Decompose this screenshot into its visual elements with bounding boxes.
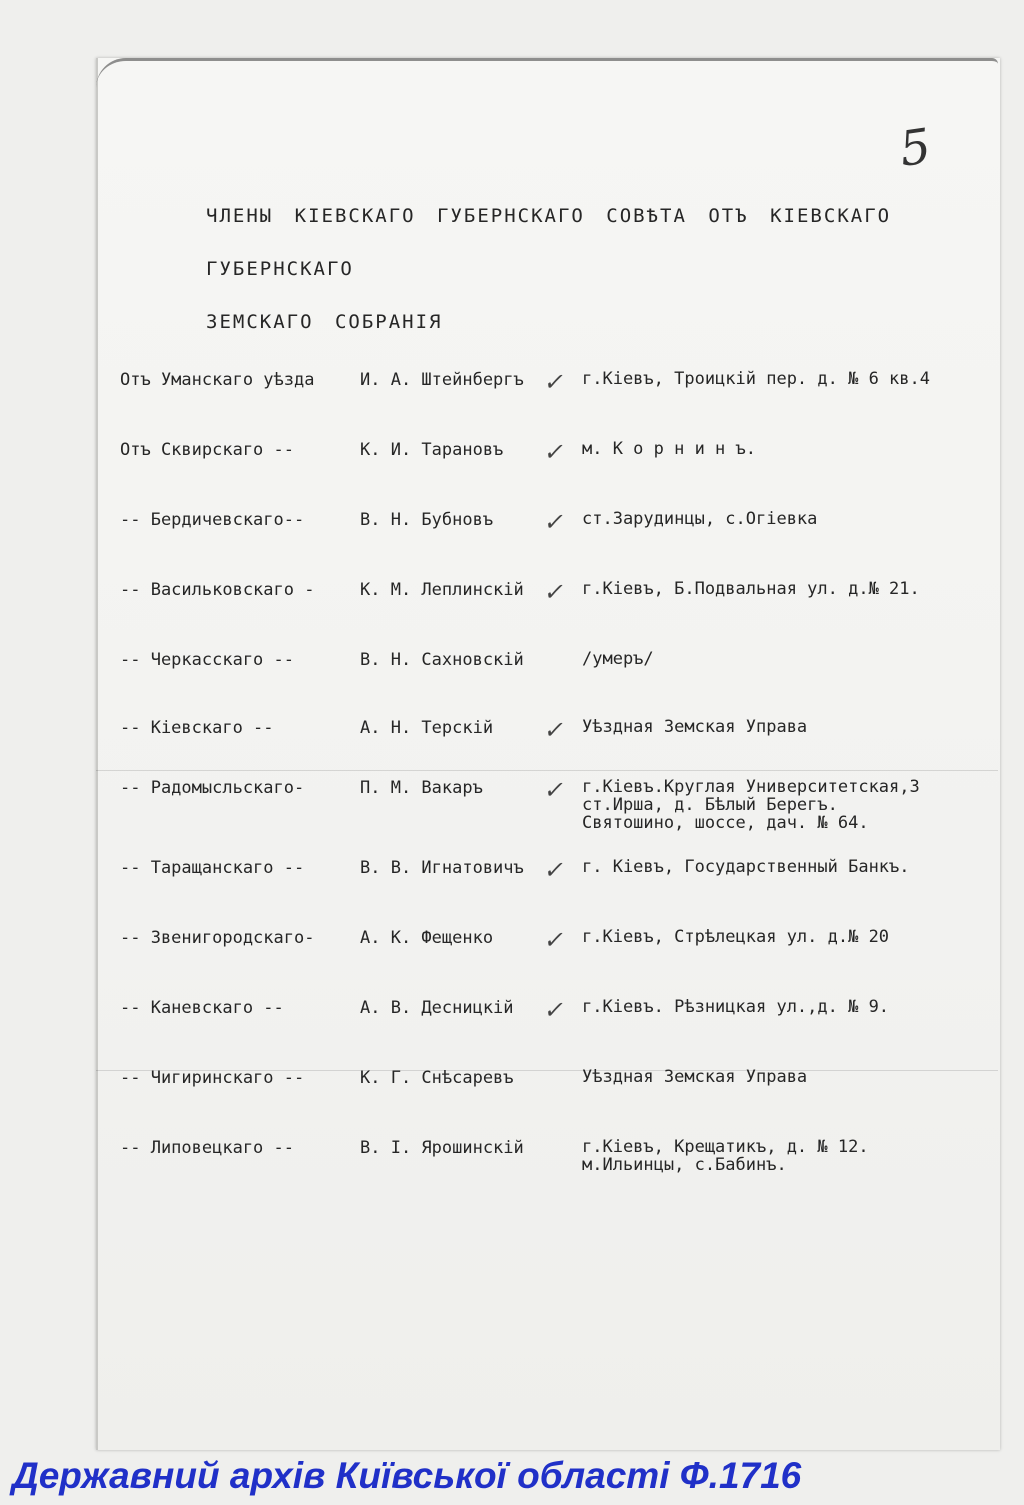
address-line: Святошино, шоссе, дач. № 64. [582, 813, 869, 833]
member-address [582, 718, 807, 736]
member-address [582, 1068, 807, 1086]
member-name: В. В. Игнатовичъ [360, 858, 524, 878]
handwritten-check-icon: ✓ [542, 368, 569, 396]
title-line-1: ЧЛЕНЫ КІЕВСКАГО ГУБЕРНСКАГО СОВѢТА ОТЪ КІЕВСКАГО ГУБЕРНСКАГО [206, 205, 892, 280]
member-name: В. І. Ярошинскій [360, 1138, 524, 1158]
member-address [582, 370, 930, 388]
title-line-2: ЗЕМСКАГО СОБРАНІЯ [206, 311, 443, 333]
member-name: А. В. Десницкій [360, 998, 514, 1018]
member-address [582, 778, 920, 832]
address-line: Уѣздная Земская Управа [582, 1067, 808, 1087]
member-name: В. Н. Бубновъ [360, 510, 494, 530]
district-name: -- Чигиринскаго -- [120, 1068, 305, 1088]
district-name: -- Кіевскаго -- [120, 718, 274, 738]
member-address [582, 858, 910, 876]
district-name: -- Бердичевскаго-- [120, 510, 305, 530]
district-name: -- Таращанскаго -- [120, 858, 305, 878]
handwritten-check-icon: ✓ [542, 776, 569, 804]
member-name: А. Н. Терскій [360, 718, 494, 738]
member-name: П. М. Вакаръ [360, 778, 483, 798]
handwritten-check-icon: ✓ [542, 578, 569, 606]
address-line: г.Кіевъ, Б.Подвальная ул. д.№ 21. [582, 579, 920, 599]
member-name: И. А. Штейнбергъ [360, 370, 524, 390]
district-name: -- Васильковскаго - [120, 580, 315, 600]
member-address [582, 1138, 869, 1174]
district-name: -- Черкасскаго -- [120, 650, 294, 670]
member-name: К. Г. Снѣсаревъ [360, 1068, 514, 1088]
member-name: В. Н. Сахновскій [360, 650, 524, 670]
archive-caption: Державний архів Київської області Ф.1716 [12, 1455, 802, 1496]
handwritten-check-icon: ✓ [542, 438, 569, 466]
address-line: г. Кіевъ, Государственный Банкъ. [582, 857, 910, 877]
district-name: -- Звенигородскаго- [120, 928, 315, 948]
member-address [582, 510, 817, 528]
handwritten-check-icon: ✓ [542, 996, 569, 1024]
district-name: -- Липовецкаго -- [120, 1138, 294, 1158]
member-name: К. М. Леплинскій [360, 580, 524, 600]
address-line: г.Кіевъ. Рѣзницкая ул.,д. № 9. [582, 997, 890, 1017]
address-line: ст.Зарудинцы, с.Огіевка [582, 509, 818, 529]
address-line: ст.Ирша, д. Бѣлый Берегъ. [582, 795, 838, 815]
address-line: г.Кіевъ, Троицкій пер. д. № 6 кв.4 [582, 369, 930, 389]
handwritten-check-icon: ✓ [542, 508, 569, 536]
district-name: -- Радомысльскаго- [120, 778, 305, 798]
district-name: -- Каневскаго -- [120, 998, 284, 1018]
handwritten-check-icon: ✓ [542, 716, 569, 744]
handwritten-page-number: 5 [896, 118, 935, 178]
address-line: г.Кіевъ.Круглая Университетская,3 [582, 777, 920, 797]
fold-line [96, 770, 998, 771]
document-title [206, 190, 996, 349]
address-line: м. К о р н и н ъ. [582, 439, 756, 459]
handwritten-check-icon: ✓ [542, 856, 569, 884]
district-name: Отъ Уманскаго уѣзда [120, 370, 315, 390]
address-line: г.Кіевъ, Стрѣлецкая ул. д.№ 20 [582, 927, 890, 947]
member-address [582, 928, 889, 946]
member-address [582, 998, 889, 1016]
district-name: Отъ Сквирскаго -- [120, 440, 294, 460]
address-line: Уѣздная Земская Управа [582, 717, 808, 737]
member-address [582, 650, 654, 668]
address-line: /умеръ/ [582, 649, 654, 669]
address-line: м.Ильинцы, с.Бабинъ. [582, 1155, 787, 1175]
handwritten-check-icon: ✓ [542, 926, 569, 954]
member-name: А. К. Фещенко [360, 928, 494, 948]
torn-top-edge [96, 58, 998, 91]
member-name: К. И. Тарановъ [360, 440, 504, 460]
member-address [582, 440, 756, 458]
address-line: г.Кіевъ, Крещатикъ, д. № 12. [582, 1137, 869, 1157]
member-address [582, 580, 920, 598]
